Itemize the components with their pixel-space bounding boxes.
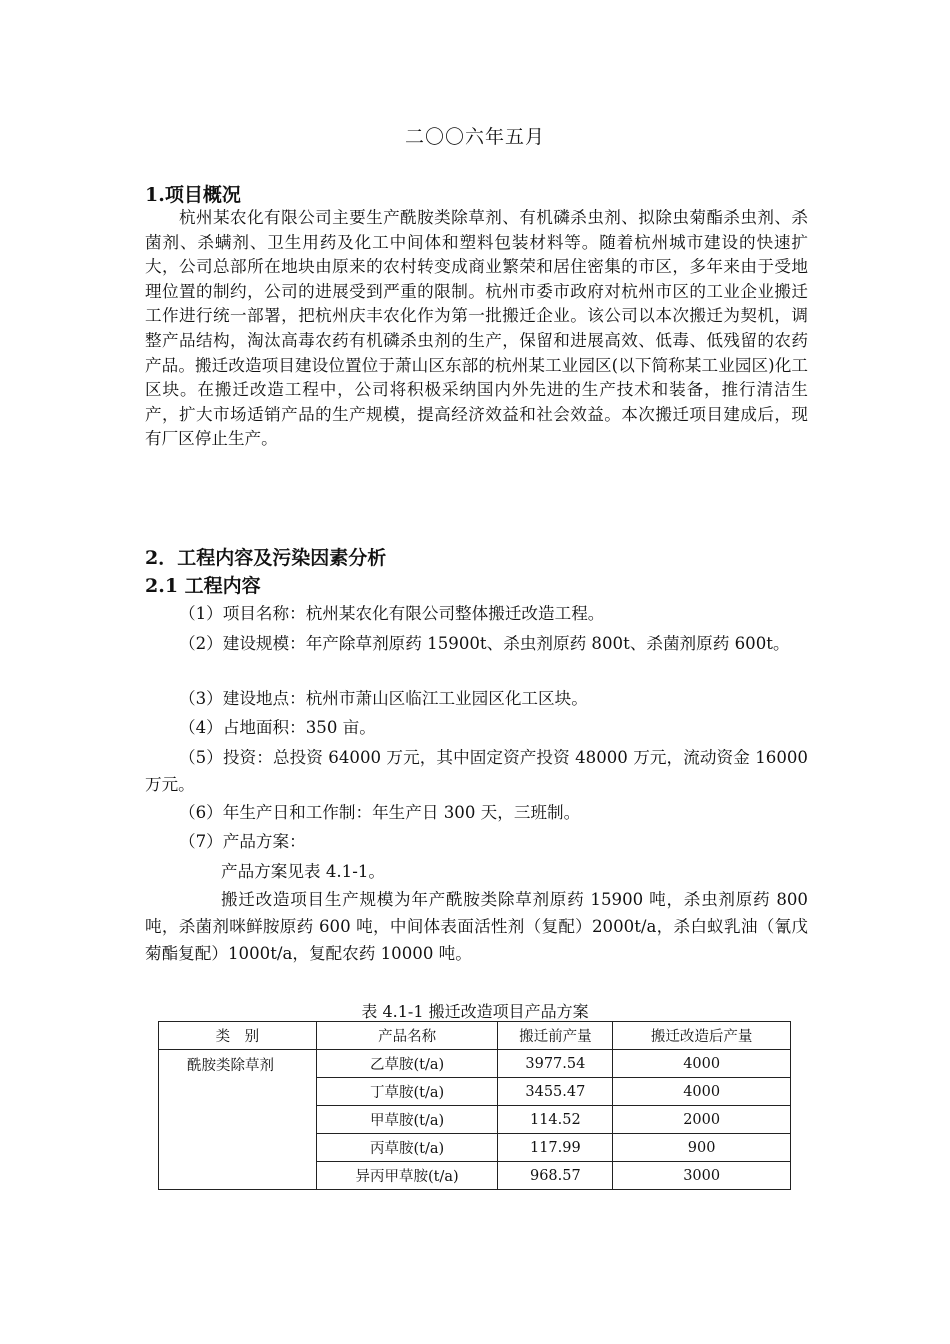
product-name-cell: 甲草胺(t/a) — [316, 1106, 498, 1134]
header-category: 类 别 — [159, 1022, 317, 1050]
before-output-cell: 117.99 — [498, 1134, 613, 1162]
product-name-cell: 丙草胺(t/a) — [316, 1134, 498, 1162]
section1-heading: 1.项目概况 — [145, 184, 241, 206]
list-item-product-plan: （7）产品方案： — [179, 832, 306, 851]
header-before-output: 搬迁前产量 — [498, 1022, 613, 1050]
after-output-cell: 3000 — [613, 1162, 791, 1190]
product-name-cell: 乙草胺(t/a) — [316, 1050, 498, 1078]
list-item-table-reference: 产品方案见表 4.1-1。 — [221, 862, 385, 881]
before-output-cell: 968.57 — [498, 1162, 613, 1190]
after-output-cell: 4000 — [613, 1078, 791, 1106]
header-product-name: 产品名称 — [316, 1022, 498, 1050]
section1-paragraph: 杭州某农化有限公司主要生产酰胺类除草剂、有机磷杀虫剂、拟除虫菊酯杀虫剂、杀菌剂、杀螨剂、卫生用药及化工中间体和塑料包装材料等。随着杭州城市建设的快速扩大，公司总部所在地块由原来的农村转变成商业繁荣和居住密集的市区，多年来由于受地理位置的制约，公司的进展受到严重的限制。杭州市委市政府对杭州市区的工业企业搬迁工作进行统一部署，把杭州庆丰农化作为第一批搬迁企业。该公司以本次搬迁为契机，调整产品结构，淘汰高毒农药有机磷杀虫剂的生产，保留和进展高效、低毒、低残留的农药产品。搬迁改造项目建设位置位于萧山区东部的杭州某工业园区(以下简称某工业园区)化工区块。在搬迁改造工程中，公司将积极采纳国内外先进的生产技术和装备，推行清洁生产，扩大市场适销产品的生产规模，提高经济效益和社会效益。本次搬迁项目建成后，现有厂区停止生产。 — [145, 208, 808, 449]
list-item-production-scale: 搬迁改造项目生产规模为年产酰胺类除草剂原药 15900 吨，杀虫剂原药 800 吨，杀菌剂咪鲜胺原药 600 吨，中间体表面活性剂（复配）2000t/a，杀白蚁乳油（氰戊菊酯复配）1000t/a，复配农药 10000 吨。 — [145, 890, 808, 963]
list-item-location: （3）建设地点：杭州市萧山区临江工业园区化工区块。 — [179, 689, 588, 708]
product-name-cell: 丁草胺(t/a) — [316, 1078, 498, 1106]
product-plan-table — [158, 1021, 791, 1190]
header-after-output: 搬迁改造后产量 — [613, 1022, 791, 1050]
section2-1-heading: 2.1 工程内容 — [145, 575, 261, 597]
list-item-scale: （2）建设规模：年产除草剂原药 15900t、杀虫剂原药 800t、杀菌剂原药 600t。 — [179, 634, 790, 653]
after-output-cell: 4000 — [613, 1050, 791, 1078]
after-output-cell: 900 — [613, 1134, 791, 1162]
list-item-project-name: （1）项目名称：杭州某农化有限公司整体搬迁改造工程。 — [179, 604, 605, 623]
product-name-cell: 异丙甲草胺(t/a) — [316, 1162, 498, 1190]
after-output-cell: 2000 — [613, 1106, 791, 1134]
section2-heading: 2．工程内容及污染因素分析 — [145, 547, 387, 569]
before-output-cell: 3455.47 — [498, 1078, 613, 1106]
date-line: 二〇〇六年五月 — [404, 126, 545, 148]
before-output-cell: 3977.54 — [498, 1050, 613, 1078]
table-caption: 表 4.1-1 搬迁改造项目产品方案 — [361, 1002, 589, 1021]
table-row — [159, 1050, 791, 1078]
list-item-work-schedule: （6）年生产日和工作制：年生产日 300 天，三班制。 — [179, 803, 581, 822]
list-item-area: （4）占地面积：350 亩。 — [179, 718, 376, 737]
list-item-investment: （5）投资：总投资 64000 万元，其中固定资产投资 48000 万元，流动资金 16000 万元。 — [145, 748, 808, 794]
before-output-cell: 114.52 — [498, 1106, 613, 1134]
category-cell: 酰胺类除草剂 — [159, 1050, 317, 1190]
table-header-row — [159, 1022, 791, 1050]
